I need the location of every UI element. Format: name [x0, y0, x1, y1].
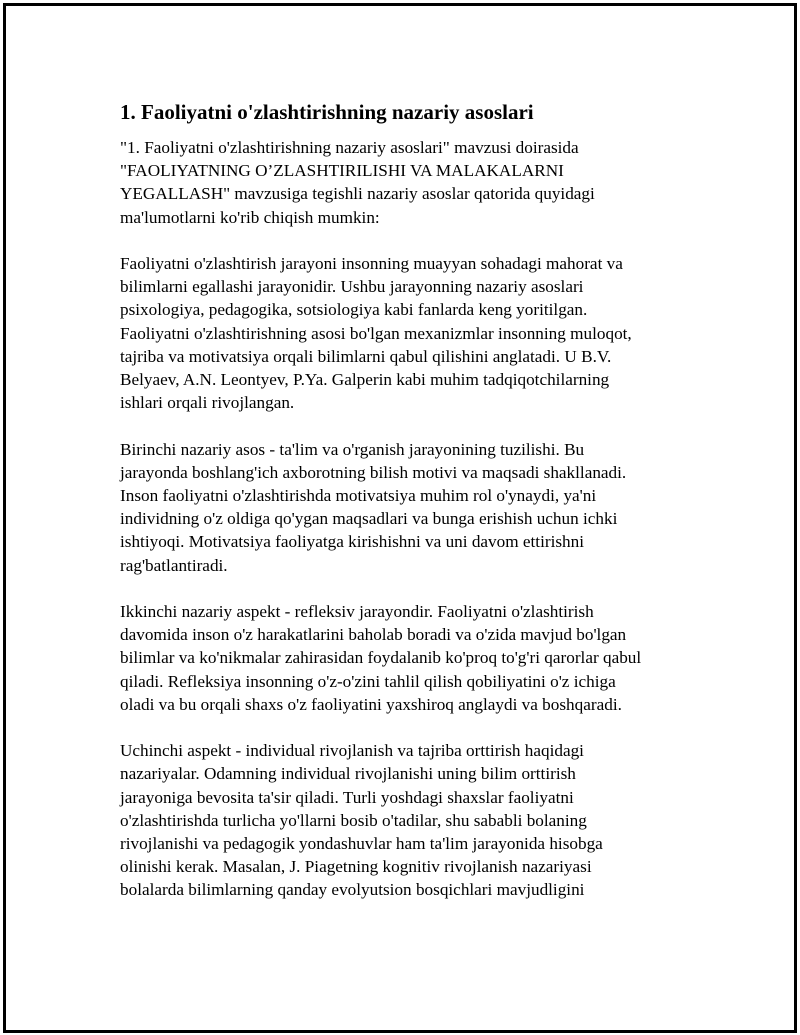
paragraph-third-aspect: Uchinchi aspekt - individual rivojlanish va tajriba orttirish haqidagi nazariyalar. Odamning individual rivojlanishi uning bilim orttirish jarayoniga bevosita ta'sir qiladi. Turli yoshdagi shaxslar faoliyatni o'zlashtirishda turlicha yo'llarni bosib o'tadilar, shu sababli bolaning rivojlanishi va pedagogik yondashuvlar ham ta'lim jarayonida hisobga olinishi kerak. Masalan, J. Piagetning kognitiv rivojlanish nazariyasi bolalarda bilimlarning qanday evolyutsion bosqichlari mavjudligini — [120, 741, 603, 900]
paragraph-first-basis: Birinchi nazariy asos - ta'lim va o'rganish jarayonining tuzilishi. Bu jarayonda boshlang'ich axborotning bilish motivi va maqsadi shakllanadi. Inson faoliyatni o'zlashtirishda motivatsiya muhim rol o'ynaydi, ya'ni individning o'z oldiga qo'ygan maqsadlari va bunga erishish uchun ichki ishtiyoqi. Motivatsiya faoliyatga kirishishni va uni davom ettirishni rag'batlantiradi. — [120, 439, 627, 575]
paragraph-overview: Faoliyatni o'zlashtirish jarayoni insonning muayyan sohadagi mahorat va bilimlarni egallashi jarayonidir. Ushbu jarayonning nazariy asoslari psixologiya, pedagogika, sotsiologiya kabi fanlarda keng yoritilgan. Faoliyatni o'zlashtirishning asosi bo'lgan mexanizmlar insonning muloqot, tajriba va motivatsiya orqali bilimlarni qabul qilishini anglatadi. U B.V. Belyaev, A.N. Leontyev, P.Ya. Galperin kabi muhim tadqiqotchilarning ishlari orqali rivojlangan. — [120, 254, 632, 413]
paragraph-second-aspect: Ikkinchi nazariy aspekt - refleksiv jarayondir. Faoliyatni o'zlashtirish davomida inson o'z harakatlarini baholab boradi va o'zida mavjud bo'lgan bilimlar va ko'nikmalar zahirasidan foydalanib ko'proq to'g'ri qarorlar qabul qiladi. Refleksiya insonning o'z-o'zini tahlil qilish qobiliyatini o'z ichiga oladi va bu orqali shaxs o'z faoliyatini yaxshiroq anglaydi va boshqaradi. — [120, 602, 642, 714]
page-frame — [3, 3, 797, 1033]
paragraph-intro: "1. Faoliyatni o'zlashtirishning nazariy asoslari" mavzusi doirasida "FAOLIYATNING O’ZLASHTIRILISHI VA MALAKALARNI YEGALLASH" mavzusiga tegishli nazariy asoslar qatorida quyidagi ma'lumotlarni ko'rib chiqish mumkin: — [120, 138, 595, 227]
document-body — [120, 98, 710, 902]
section-heading: 1. Faoliyatni o'zlashtirishning nazariy asoslari — [120, 100, 534, 124]
